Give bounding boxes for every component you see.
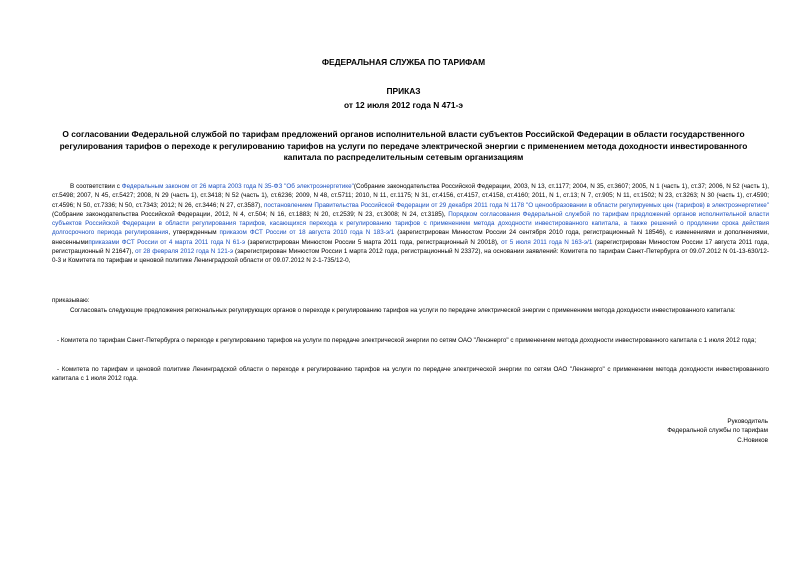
document-type: ПРИКАЗ [386,86,421,96]
organization-title: ФЕДЕРАЛЬНАЯ СЛУЖБА ПО ТАРИФАМ [321,57,486,67]
signature-name: С.Новиков [737,436,768,444]
preamble-text: (Собрание законодательства Российской Федерации, 2012, N 4, ст.504; N 16, ст.1883; N 20, ст.2539; N 23, ст.3008; N 24, ст.3185), [52,210,449,218]
order-link-163[interactable]: от 5 июля 2011 года N 163-э/1 [501,238,593,246]
signature-position: Руководитель [727,418,768,425]
preamble-paragraph [52,182,769,266]
order-link-183[interactable]: приказом ФСТ России от 18 августа 2010 года N 183-э/1 [219,229,395,237]
preamble-text: (зарегистрирован Минюстом России 24 сентября 2010 года, регистрационный N 18546), с изменениями и дополнениями, внесенными [52,229,769,246]
ordered-line: приказываю: [52,297,90,304]
preamble-text: (зарегистрирован Минюстом России 17 августа 2011 года, регистрационный N 21647), [52,238,769,256]
preamble-text: , утвержденным [168,229,220,237]
procedure-link[interactable]: Порядком согласования Федеральной службой по тарифам предложений органов исполнительной власти субъектов Российской Федерации в области регулирования тарифов, касающихся перехода к регулированию тарифов с применением метода доходности инвестированного капитала, а также решений о продлении срока действия долгосрочного периода регулирования [52,210,769,237]
decision-item: - Комитета по тарифам Санкт-Петербурга о переходе к регулированию тарифов на услуги по передаче электрической энергии по сетям ОАО "Ленэнерго" с применением метода доходности инвестированного капитала с 1 июля 2012 года; [57,337,757,344]
resolution-link-1178[interactable]: постановлением Правительства Российской Федерации от 29 декабря 2011 года N 1178 "О ценообразовании в области регулируемых цен (тарифов) в электроэнергетике" [263,201,769,209]
document-subject: О согласовании Федеральной службой по тарифам предложений органов исполнительной власти субъектов Российской Федерации в области государственного регулирования тарифов о переходе к регулированию тарифов на услуги по передаче электрической энергии с применением метода доходности инвестированного капитала по распределительным сетевым организациям [59,129,748,163]
document-date-number: от 12 июля 2012 года N 471-э [343,100,463,110]
signature-organization: Федеральной службы по тарифам [667,427,768,435]
order-link-61[interactable]: приказами ФСТ России от 4 марта 2011 года N 61-э [88,238,246,246]
preamble-text: (Собрание законодательства Российской Федерации, 2003, N 13, ст.1177; 2004, N 35, ст.3607; 2005, N 1 (часть 1), ст.37; 2006, N 52 (часть 1), ст.5498; 2007, N 45, ст.5427; 2008, N 29 (часть 1), ст.3418; N 52 (часть 1), ст.6236; 2009, N 48, ст.5711; 2010, N 11, ст.1175; N 31, ст.4156, ст.4157, ст.4158, ст.4160; 2011, N 1, ст.13; N 7, ст.905; N 11, ст.1502; N 23, ст.3263; N 30 (часть 1), ст.4590; ст.4596; N 50, ст.7336; N 50, ст.7343; 2012; N 26, ст.3446; N 27, ст.3587), [52,183,769,209]
decision-item: - Комитета по тарифам и ценовой политике Ленинградской области о переходе к регулированию тарифов на услуги по передаче электрической энергии по сетям ОАО "Ленэнерго" с применением метода доходности инвестированного капитала с 1 июля 2012 года. [52,366,769,383]
preamble-text: (зарегистрирован Минюстом России 1 марта 2012 года, регистрационный N 23372), на основании заявлений: Комитета по тарифам Санкт-Петербурга от 09.07.2012 N 01-13-630/12-0-3 и Комитета по тарифам и ценовой политике Ленинградской области от 09.07.2012 N 2-1-735/12-0, [52,248,769,265]
decision-paragraph: Согласовать следующие предложения региональных регулирующих органов о переходе к регулированию тарифов на услуги по передаче электрической энергии с применением метода доходности инвестированного капитала: [70,307,736,314]
preamble-text: В соответствии с [70,183,122,190]
law-link-electroenergetics[interactable]: Федеральным законом от 26 марта 2003 года N 35-ФЗ "Об электроэнергетике" [121,183,354,190]
order-link-121[interactable]: от 28 февраля 2012 года N 121-э [135,248,234,256]
signature-block [667,417,768,445]
preamble-text: (зарегистрирован Минюстом России 5 марта 2011 года, регистрационный N 20018), [245,238,502,246]
